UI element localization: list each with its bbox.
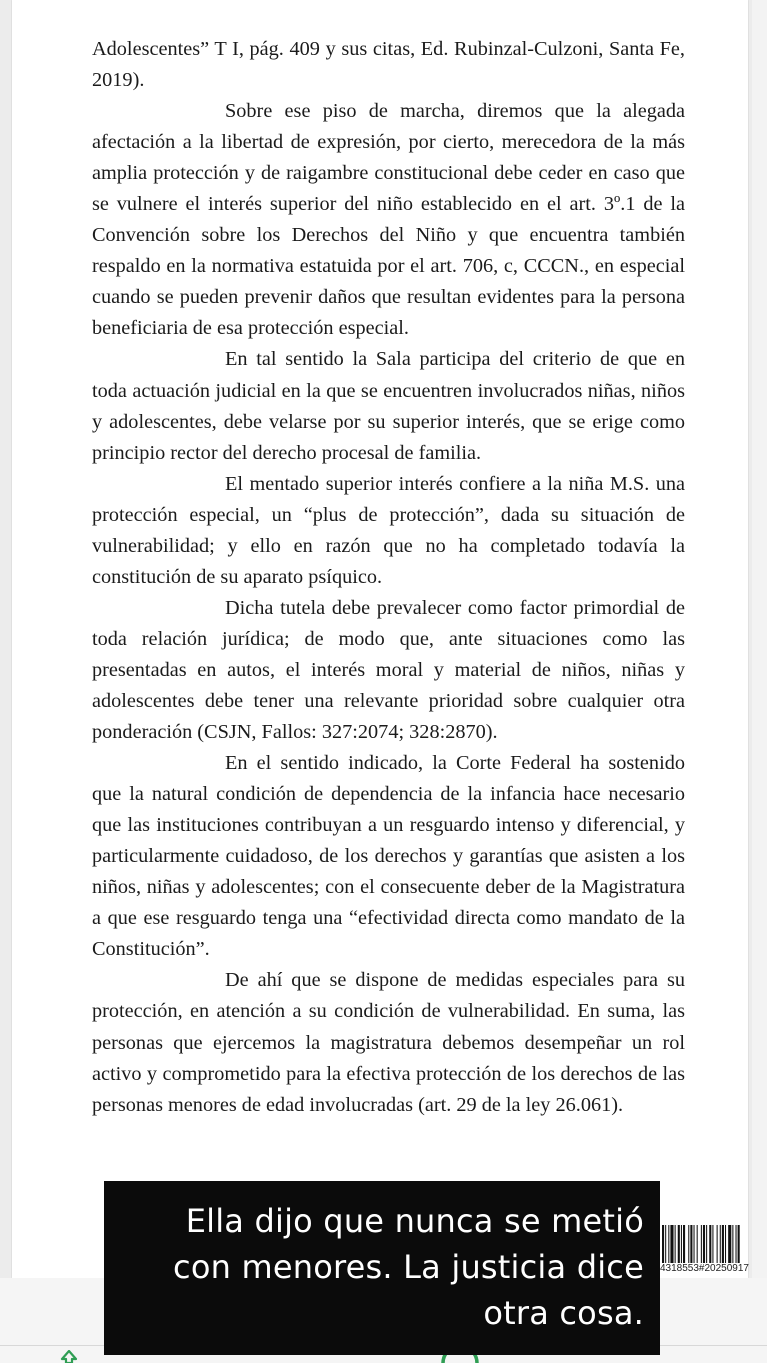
- document-page: [12, 0, 748, 1278]
- barcode-bar: [690, 1225, 692, 1263]
- barcode-bar: [720, 1225, 721, 1263]
- barcode-bar: [703, 1225, 705, 1263]
- paragraph-4: El mentado superior interés confiere a la niña M.S. una protección especial, un “plus de protección”, dada su situación de vulnerabilidad; y ello en razón que no ha completado todavía la constitución de su aparato psíquico.: [92, 472, 685, 588]
- paragraph-5: Dicha tutela debe prevalecer como factor primordial de toda relación jurídica; de modo que, ante situaciones como las presentadas en autos, el interés moral y material de niños, niñas y adolescentes debe tener una relevante prioridad sobre cualquier otra ponderación (CSJN, Fallos: 327:2074; 328:2870).: [92, 596, 685, 744]
- barcode-bar: [662, 1225, 664, 1263]
- paragraph-6: En el sentido indicado, la Corte Federal ha sostenido que la natural condición de dependencia de la infancia hace necesario que las instituciones contribuyan a un resguardo intenso y diferencial, y particularmente cuidadoso, de los derechos y garantías que asisten a los niños, niñas y adolescentes; con el consecuente deber de la Magistratura a que ese resguardo tenga una “efectividad directa como mandato de la Constitución”.: [92, 752, 685, 961]
- scroll-strip[interactable]: [752, 0, 767, 1278]
- barcode-bar: [694, 1225, 695, 1263]
- barcode-bar: [722, 1225, 724, 1263]
- barcode-bar: [709, 1225, 711, 1263]
- barcode: [660, 1225, 767, 1280]
- barcode-bars: [662, 1225, 767, 1263]
- barcode-bar: [697, 1225, 698, 1263]
- barcode-bar: [683, 1225, 685, 1263]
- barcode-bar: [688, 1225, 689, 1263]
- barcode-bar: [670, 1225, 673, 1263]
- barcode-bar: [668, 1225, 669, 1263]
- paragraph-1: Adolescentes” T I, pág. 409 y sus citas, Ed. Rubinzal-Culzoni, Santa Fe, 2019).: [92, 38, 685, 92]
- barcode-bar: [736, 1225, 737, 1263]
- barcode-bar: [728, 1225, 731, 1263]
- barcode-bar: [725, 1225, 726, 1263]
- upload-arrow-icon[interactable]: [60, 1350, 78, 1363]
- barcode-bar: [732, 1225, 733, 1263]
- paragraph-3: En tal sentido la Sala participa del criterio de que en toda actuación judicial en la que se encuentren involucrados niñas, niños y adolescentes, debe velarse por su superior interés, que se erige como principio rector del derecho procesal de familia.: [92, 348, 685, 464]
- caption-overlay: [104, 1181, 660, 1355]
- paragraph-7: De ahí que se dispone de medidas especiales para su protección, en atención a su condición de vulnerabilidad. En suma, las personas que ejercemos la magistratura debemos desempeñar un rol activo y comprometido para la efectiva protección de los derechos de las personas menores de edad involucradas (art. 29 de la ley 26.061).: [92, 969, 685, 1116]
- barcode-bar: [706, 1225, 707, 1263]
- barcode-number: 4318553#20250917: [660, 1263, 749, 1274]
- barcode-bar: [712, 1225, 713, 1263]
- barcode-bar: [701, 1225, 702, 1263]
- document-body: [92, 34, 685, 1121]
- barcode-bar: [717, 1225, 718, 1263]
- caption-text: Ella dijo que nunca se metió con menores. La justicia dice otra cosa.: [173, 1202, 644, 1332]
- barcode-bar: [675, 1225, 676, 1263]
- barcode-bar: [678, 1225, 680, 1263]
- barcode-bar: [665, 1225, 666, 1263]
- paragraph-2: Sobre ese piso de marcha, diremos que la alegada afectación a la libertad de expresión, por cierto, merecedora de la más amplia protección y de raigambre constitucional debe ceder en caso que se vulnere el interés superior del niño establecido en el art. 3º.1 de la Convención sobre los Derechos del Niño y que encuentra también respaldo en la normativa estatuida por el art. 706, c, CCCN., en especial cuando se pueden prevenir daños que resultan evidentes para la persona beneficiaria de esa protección especial.: [92, 100, 685, 340]
- barcode-bar: [738, 1225, 740, 1263]
- barcode-bar: [681, 1225, 682, 1263]
